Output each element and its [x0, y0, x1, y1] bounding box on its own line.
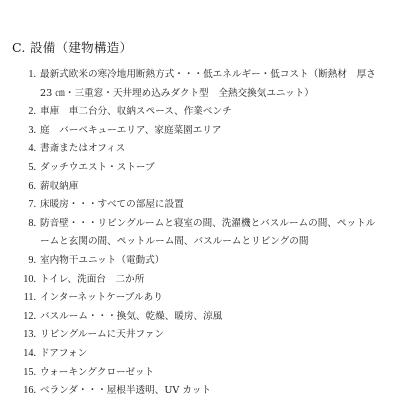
item-number: 16.	[23, 385, 36, 397]
item-number: 4.	[28, 143, 36, 155]
item-number: 9.	[28, 254, 36, 266]
item-text: インターネットケーブルあり	[40, 292, 163, 304]
item-text-continued: 23 ㎝・三重窓・天井埋め込みダクト型 全熱交換気ユニット）	[40, 87, 314, 99]
item-number: 14.	[23, 347, 36, 359]
item-number: 12.	[23, 310, 36, 322]
section-title: C. 設備（建物構造）	[12, 40, 133, 55]
equipment-list	[0, 66, 400, 401]
item-text: ウォーキングクローゼット	[40, 366, 155, 378]
item-number: 8.	[28, 217, 36, 229]
list-item	[0, 289, 400, 308]
list-item	[0, 122, 400, 141]
item-number: 1.	[28, 69, 36, 80]
item-number: 15.	[23, 366, 36, 378]
item-number: 5.	[28, 161, 36, 173]
list-item	[0, 140, 400, 159]
item-number: 11.	[23, 292, 36, 304]
item-number: 2.	[28, 106, 36, 118]
item-number: 3.	[28, 124, 36, 136]
item-number: 10.	[23, 273, 36, 285]
item-number: 13.	[23, 329, 36, 341]
item-text: リビングルームに天井ファン	[40, 329, 165, 341]
list-item	[0, 326, 400, 345]
item-text: ベランダ・・・屋根半透明、UV カット	[40, 385, 212, 397]
item-text: 防音壁・・・リビングルームと寝室の間、洗濯機とバスルームの間、ペットル	[40, 217, 376, 229]
list-item	[0, 364, 400, 383]
list-item	[0, 382, 400, 401]
item-number: 6.	[28, 180, 36, 192]
item-text: 庭 バーベキューエリア、家庭菜園エリア	[40, 124, 222, 136]
list-item	[0, 345, 400, 364]
item-text: ドアフォン	[40, 347, 88, 359]
list-item	[0, 271, 400, 290]
item-text: バスルーム・・・換気、乾燥、暖房、涼風	[40, 310, 223, 322]
list-item	[0, 178, 400, 197]
list-item	[0, 103, 400, 122]
item-text: 最新式欧米の寒冷地用断熱方式・・・低エネルギー・低コスト（断熱材 厚さ	[40, 69, 376, 80]
item-text: 車庫 車二台分、収納スペース、作業ベンチ	[40, 106, 232, 118]
item-text: トイレ、洗面台 二か所	[40, 273, 145, 285]
item-text: 薪収納庫	[40, 180, 79, 192]
item-text-continued: ームと玄関の間、ペットルーム間、バスルームとリビングの間	[40, 236, 309, 248]
list-item	[0, 159, 400, 178]
list-item	[0, 252, 400, 271]
item-number: 7.	[28, 199, 36, 211]
item-text: 床暖房・・・すべての部屋に設置	[40, 199, 184, 211]
item-text: 書斎またはオフィス	[40, 143, 126, 155]
list-item	[0, 308, 400, 327]
list-item	[0, 66, 400, 103]
item-text: ダッチウエスト・ストーブ	[40, 161, 155, 173]
item-text: 室内物干ユニット（電動式）	[40, 254, 165, 266]
list-item	[0, 196, 400, 215]
list-item	[0, 215, 400, 252]
